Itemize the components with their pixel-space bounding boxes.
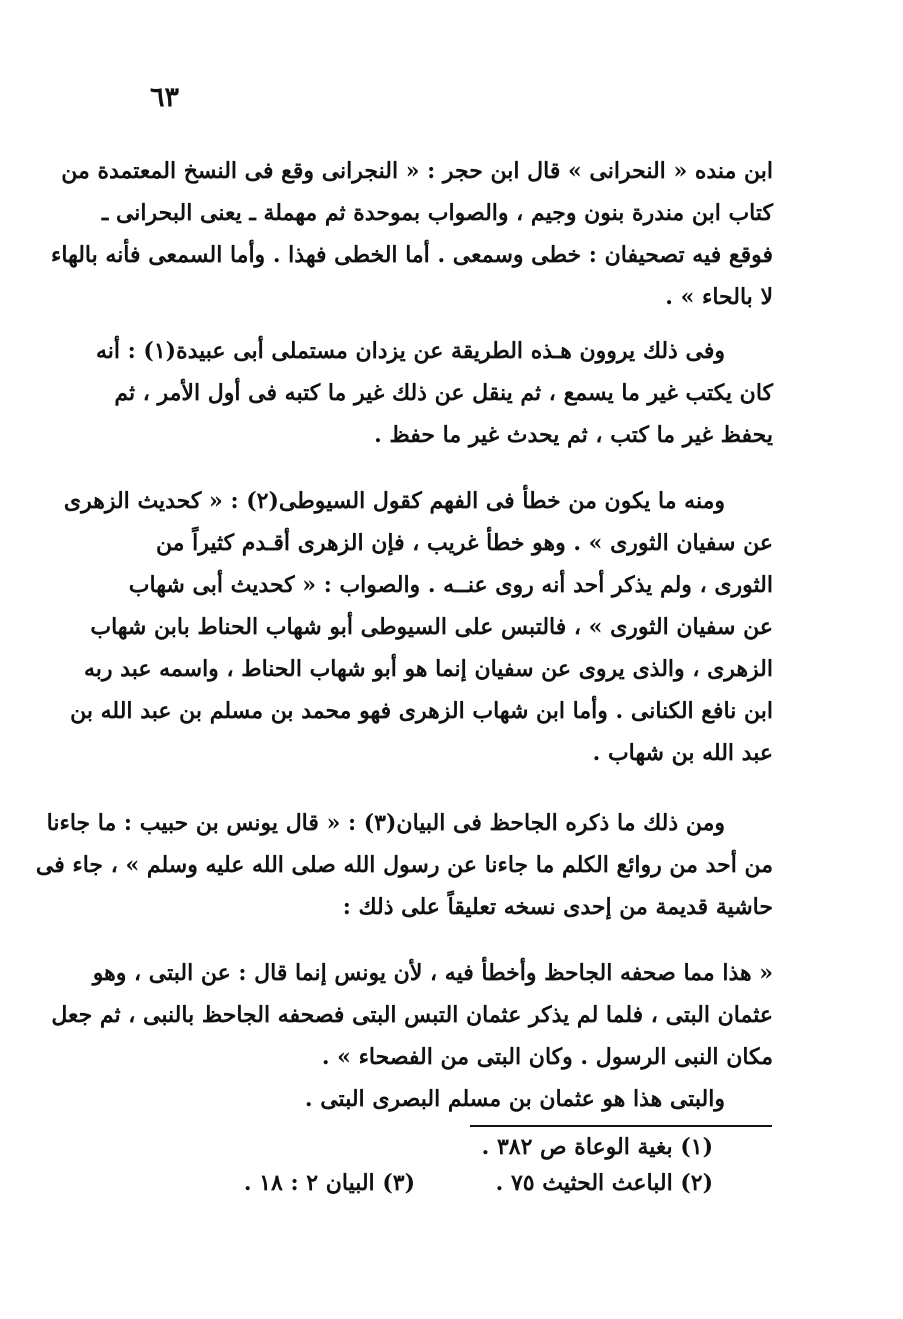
- footnote-2: (٢) الباعث الحثيث ٧٥ .: [495, 1170, 713, 1196]
- text-line: كان يكتب غير ما يسمع ، ثم ينقل عن ذلك غير ما كتبه فى أول الأمر ، ثم: [114, 380, 773, 406]
- text-line: يحفظ غير ما كتب ، ثم يحدث غير ما حفظ .: [374, 422, 773, 448]
- text-line: « هذا مما صحفه الجاحظ وأخطأ فيه ، لأن يونس إنما قال : عن البتى ، وهو: [92, 960, 773, 986]
- text-line: من أحد من روائع الكلم ما جاءنا عن رسول الله صلى الله عليه وسلم » ، جاء فى: [35, 852, 773, 878]
- page-number: ٦٣: [150, 82, 180, 113]
- text-line: ابن نافع الكنانى . وأما ابن شهاب الزهرى فهو محمد بن مسلم بن عبد الله بن: [70, 698, 773, 724]
- text-line: حاشية قديمة من إحدى نسخه تعليقاً على ذلك :: [342, 894, 773, 920]
- paragraph-1: [51, 150, 773, 318]
- text-line: عثمان البتى ، فلما لم يذكر عثمان التبس البتى فصحفه الجاحظ بالنبى ، ثم جعل: [51, 1002, 773, 1028]
- text-line: مكان النبى الرسول . وكان البتى من الفصحاء » .: [321, 1044, 773, 1070]
- text-line: وفى ذلك يروون هـذه الطريقة عن يزدان مستملى أبى عبيدة(١) : أنه: [95, 338, 725, 364]
- quotation-paragraph: [51, 952, 773, 1120]
- text-line: عن سفيان الثورى » ، فالتبس على السيوطى أبو شهاب الحناط بابن شهاب: [90, 614, 773, 640]
- text-line: كتاب ابن مندرة بنون وجيم ، والصواب بموحدة ثم مهملة ـ يعنى البحرانى ـ: [101, 200, 773, 226]
- paragraph-4: [35, 802, 773, 928]
- text-line: ابن منده « النحرانى » قال ابن حجر : « النجرانى وقع فى النسخ المعتمدة من: [61, 158, 773, 184]
- text-line: عبد الله بن شهاب .: [592, 740, 773, 766]
- text-line: ومن ذلك ما ذكره الجاحظ فى البيان(٣) : « قال يونس بن حبيب : ما جاءنا: [46, 810, 725, 836]
- paragraph-2: [95, 330, 773, 456]
- text-line: فوقع فيه تصحيفان : خطى وسمعى . أما الخطى فهذا . وأما السمعى فأنه بالهاء: [51, 242, 773, 268]
- text-line: الزهرى ، والذى يروى عن سفيان إنما هو أبو شهاب الحناط ، واسمه عبد ربه: [83, 656, 773, 682]
- footnote-divider: [470, 1125, 772, 1127]
- text-line: لا بالحاء » .: [665, 284, 773, 310]
- text-line: ومنه ما يكون من خطأ فى الفهم كقول السيوطى(٢) : « كحديث الزهرى: [63, 488, 725, 514]
- text-line: عن سفيان الثورى » . وهو خطأ غريب ، فإن الزهرى أقـدم كثيراً من: [155, 530, 773, 556]
- footnote-1: (١) بغية الوعاة ص ٣٨٢ .: [481, 1134, 713, 1160]
- text-line: والبتى هذا هو عثمان بن مسلم البصرى البتى .: [304, 1086, 725, 1112]
- paragraph-3: [63, 480, 773, 774]
- footnote-3: (٣) البيان ٢ : ١٨ .: [243, 1170, 415, 1196]
- text-line: الثورى ، ولم يذكر أحد أنه روى عنــه . والصواب : « كحديث أبى شهاب: [128, 572, 773, 598]
